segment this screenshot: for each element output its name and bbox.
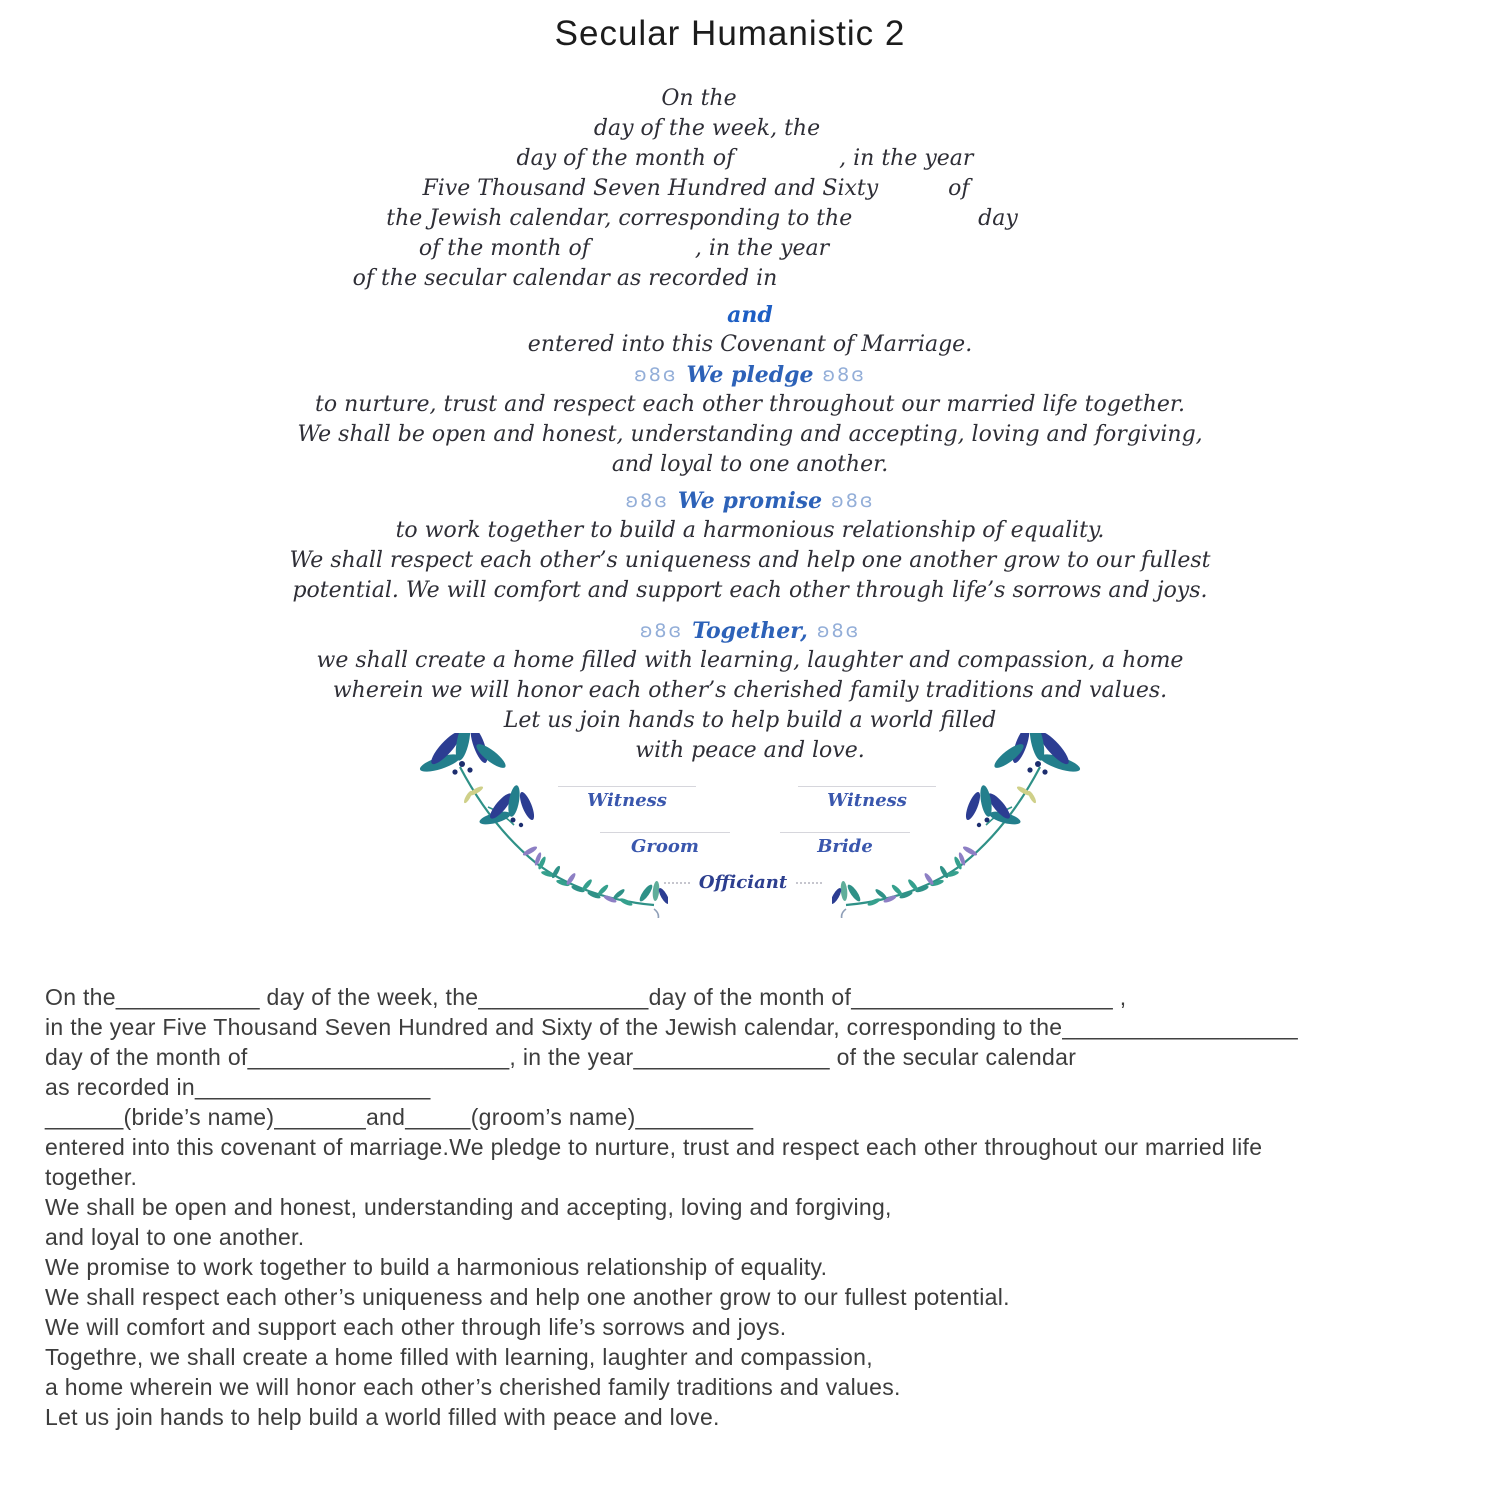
ketubah-artwork	[0, 84, 1500, 766]
section-heading-we-pledge	[0, 360, 1500, 390]
pledge-line: We shall be open and honest, understanding and accepting, loving and forgiving,	[297, 422, 1203, 447]
officiant-label: Officiant	[698, 872, 788, 893]
promise-line: We shall respect each other’s uniqueness and help one another grow to our fullest	[289, 548, 1211, 573]
date-line: of the month of , in the year	[418, 236, 830, 261]
date-line: day of the month of , in the year	[516, 146, 974, 171]
promise-line: to work together to build a harmonious relationship of equality.	[395, 518, 1105, 543]
section-heading-we-promise	[0, 486, 1500, 516]
page-title: Secular Humanistic 2	[554, 14, 906, 53]
witness-right-label: Witness	[827, 790, 907, 811]
plain-line: On the___________ day of the week, the_____________day of the month of____________________ ,	[45, 984, 1127, 1010]
section-heading-together	[0, 616, 1500, 646]
signature-line	[600, 832, 730, 833]
plain-line: in the year Five Thousand Seven Hundred and Sixty of the Jewish calendar, corresponding to the__________________	[45, 1014, 1299, 1040]
plain-line: a home wherein we will honor each other’s cherished family traditions and values.	[45, 1374, 901, 1400]
flourish-icon: ʚ8ɞ	[625, 490, 669, 512]
flourish-icon: ʚ8ɞ	[831, 490, 875, 512]
promise-line: potential. We will comfort and support each other through life’s sorrows and joys.	[292, 578, 1208, 603]
officiant-signature	[655, 872, 831, 894]
witness-left-label: Witness	[587, 790, 667, 811]
plain-line: We promise to work together to build a harmonious relationship of equality.	[45, 1254, 828, 1280]
groom-signature	[600, 832, 730, 858]
plain-line: We will comfort and support each other through life’s sorrows and joys.	[45, 1314, 787, 1340]
plain-line: entered into this covenant of marriage.We pledge to nurture, trust and respect each other throughout our married life	[45, 1134, 1263, 1160]
flourish-icon: ʚ8ɞ	[634, 364, 678, 386]
date-line: the Jewish calendar, corresponding to the day	[386, 206, 1018, 231]
witness-right-signature	[798, 786, 936, 812]
signature-block	[0, 760, 1500, 925]
closing-line: Let us join hands to help build a world filled	[503, 708, 997, 733]
plain-line: We shall respect each other’s uniqueness and help one another grow to our fullest potential.	[45, 1284, 1010, 1310]
calligraphic-date-block	[0, 84, 1500, 294]
heading-text: Together,	[692, 618, 808, 644]
date-line: of the secular calendar as recorded in	[352, 266, 778, 291]
heading-text: We promise	[677, 488, 823, 514]
plain-line: together.	[45, 1164, 138, 1190]
plain-line: day of the month of____________________, in the year_______________ of the secular calendar	[45, 1044, 1077, 1070]
bride-signature	[780, 832, 910, 858]
plain-line: as recorded in__________________	[45, 1074, 431, 1100]
closing-line: with peace and love.	[635, 738, 865, 763]
covenant-line: entered into this Covenant of Marriage.	[527, 332, 973, 357]
officiant-dash-right	[796, 882, 822, 884]
signature-line	[558, 786, 696, 787]
together-line: wherein we will honor each other’s cherished family traditions and values.	[332, 678, 1168, 703]
signature-line	[780, 832, 910, 833]
flourish-icon: ʚ8ɞ	[639, 620, 684, 642]
names-connector: and	[727, 302, 773, 328]
pledge-line: to nurture, trust and respect each other throughout our married life together.	[314, 392, 1185, 417]
plain-line: Togethre, we shall create a home filled with learning, laughter and compassion,	[45, 1344, 873, 1370]
plain-line: ______(bride’s name)_______and_____(groom’s name)_________	[45, 1104, 754, 1130]
plain-line: and loyal to one another.	[45, 1224, 305, 1250]
officiant-dash-left	[664, 882, 690, 884]
groom-label: Groom	[631, 836, 699, 857]
bride-label: Bride	[817, 836, 873, 857]
witness-left-signature	[558, 786, 696, 812]
plain-text-version	[45, 982, 1485, 1432]
heading-text: We pledge	[686, 362, 814, 388]
flourish-icon: ʚ8ɞ	[816, 620, 861, 642]
pledge-line: and loyal to one another.	[611, 452, 889, 477]
date-line: day of the week, the	[593, 116, 821, 141]
date-line: Five Thousand Seven Hundred and Sixty of	[422, 176, 970, 201]
flourish-icon: ʚ8ɞ	[822, 364, 866, 386]
together-line: we shall create a home filled with learning, laughter and compassion, a home	[316, 648, 1184, 673]
signature-line	[798, 786, 936, 787]
plain-line: We shall be open and honest, understanding and accepting, loving and forgiving,	[45, 1194, 892, 1220]
plain-line: Let us join hands to help build a world filled with peace and love.	[45, 1404, 720, 1430]
date-line: On the	[661, 86, 737, 111]
